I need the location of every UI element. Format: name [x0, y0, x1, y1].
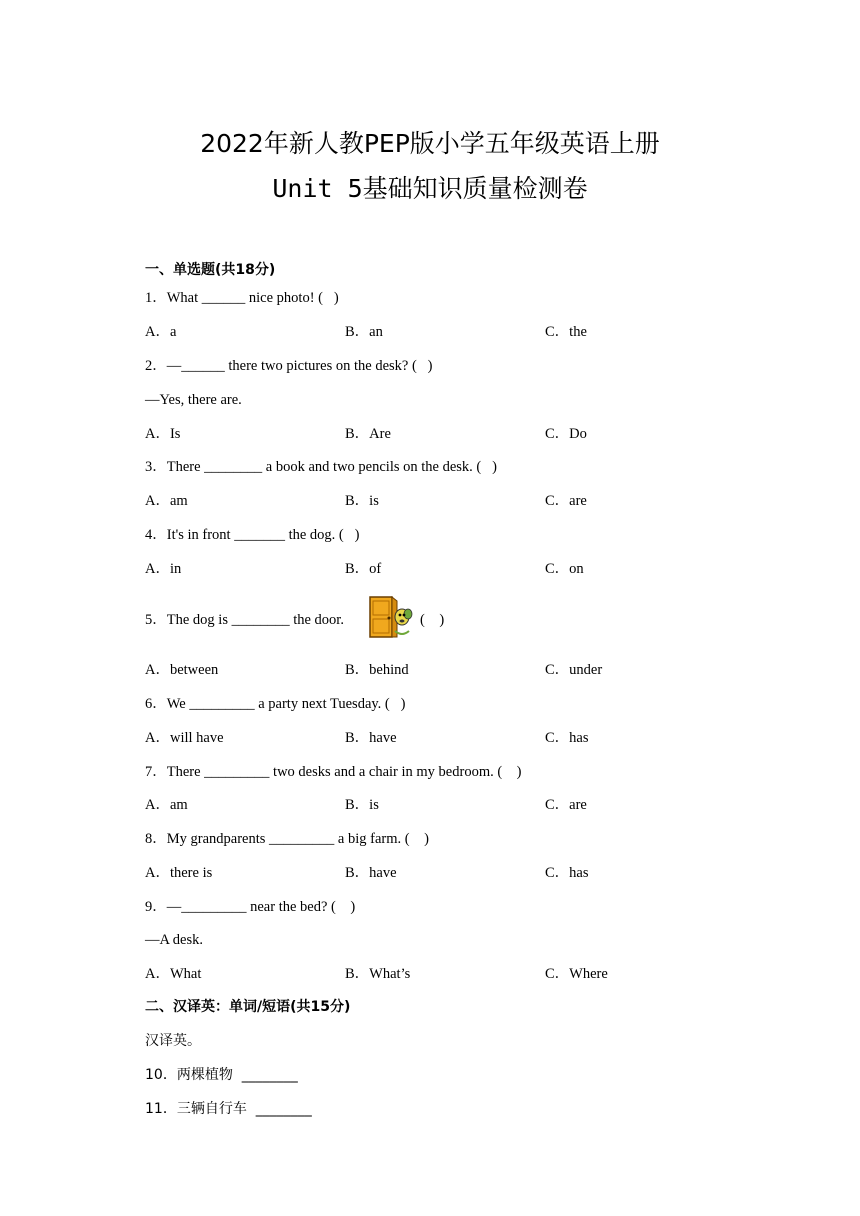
question-2-option-a: A．Is — [145, 426, 181, 442]
question-3-option-a: A．am — [145, 493, 188, 509]
question-2-stem: 2．—______ there two pictures on the desk? ( ) — [145, 358, 433, 374]
translation-instruction: 汉译英。 — [145, 1033, 201, 1049]
question-4-stem: 4．It's in front _______ the dog. ( ) — [145, 527, 360, 543]
question-5-option-a: A．between — [145, 662, 219, 678]
question-7-option-a: A．am — [145, 797, 188, 813]
question-1-option-a: A．a — [145, 324, 177, 340]
question-6-stem: 6．We _________ a party next Tuesday. ( ) — [145, 696, 406, 712]
dog-behind-door-icon — [364, 593, 414, 643]
question-5-stem: 5．The dog is ________ the door. — [145, 612, 344, 628]
question-8-stem: 8．My grandparents _________ a big farm. ( ) — [145, 831, 429, 847]
question-9-option-a: A．What — [145, 966, 202, 982]
question-6-option-a: A．will have — [145, 730, 224, 746]
question-6-option-b: B．have — [345, 730, 397, 746]
question-2-answer: —Yes, there are. — [145, 392, 242, 408]
question-8-option-b: B．have — [345, 865, 397, 881]
question-6-option-c: C．has — [545, 730, 589, 746]
question-7-stem: 7．There _________ two desks and a chair in my bedroom. ( ) — [145, 764, 522, 780]
question-7-option-c: C．are — [545, 797, 587, 813]
question-4-option-c: C．on — [545, 561, 584, 577]
question-1-option-c: C．the — [545, 324, 587, 340]
section-heading-multiple-choice: 一、单选题(共18分) — [145, 262, 276, 278]
question-1-stem: 1．What ______ nice photo! ( ) — [145, 290, 339, 306]
question-5-answer-bracket: ( ) — [420, 612, 445, 628]
translation-item-11: 11．三辆自行车 ________ — [145, 1101, 312, 1117]
question-3-option-c: C．are — [545, 493, 587, 509]
question-4-option-b: B．of — [345, 561, 382, 577]
question-9-option-b: B．What’s — [345, 966, 411, 982]
question-5-option-c: C．under — [545, 662, 603, 678]
question-9-option-c: C．Where — [545, 966, 608, 982]
question-2-option-b: B．Are — [345, 426, 391, 442]
question-7-option-b: B．is — [345, 797, 379, 813]
worksheet-title: 2022年新人教PEP版小学五年级英语上册 — [200, 129, 660, 158]
question-1-option-b: B．an — [345, 324, 383, 340]
translation-item-10: 10．两棵植物 ________ — [145, 1067, 298, 1083]
question-2-option-c: C．Do — [545, 426, 587, 442]
question-9-answer: —A desk. — [145, 932, 203, 948]
section-heading-translation: 二、汉译英：单词/短语(共15分) — [145, 999, 351, 1015]
question-9-stem: 9．—_________ near the bed? ( ) — [145, 899, 356, 915]
question-4-option-a: A．in — [145, 561, 182, 577]
question-3-stem: 3．There ________ a book and two pencils on the desk. ( ) — [145, 459, 497, 475]
question-8-option-a: A．there is — [145, 865, 213, 881]
question-5-option-b: B．behind — [345, 662, 409, 678]
worksheet-subtitle: Unit 5基础知识质量检测卷 — [272, 174, 588, 203]
question-3-option-b: B．is — [345, 493, 379, 509]
question-8-option-c: C．has — [545, 865, 589, 881]
